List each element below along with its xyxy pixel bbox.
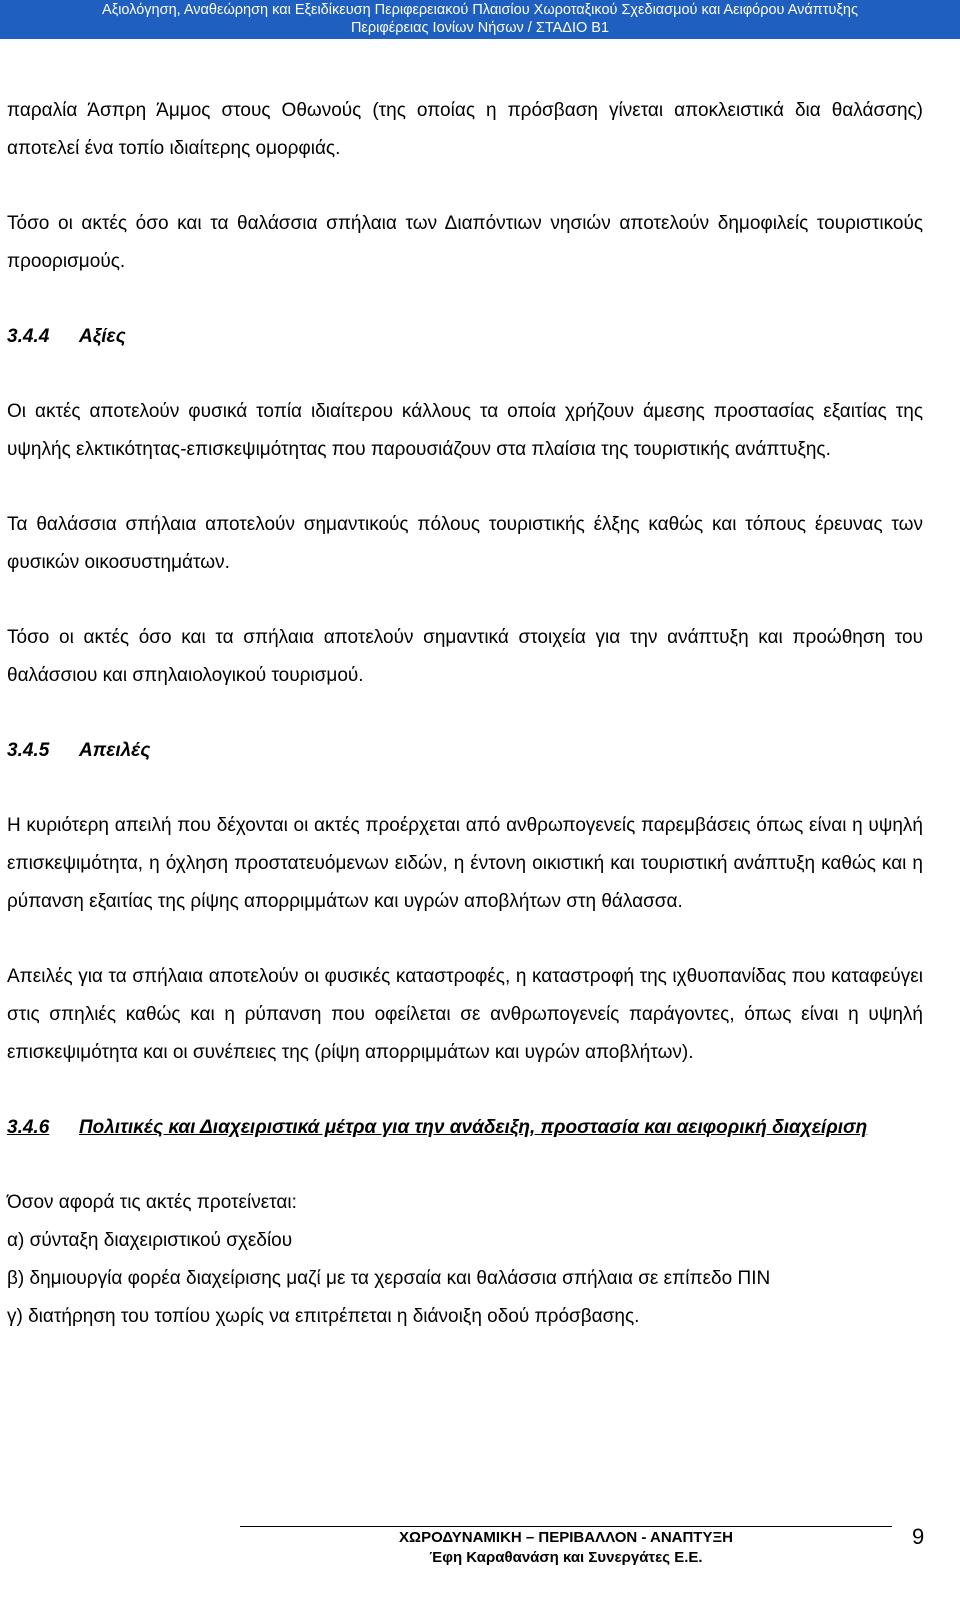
list-item: γ) διατήρηση του τοπίου χωρίς να επιτρέπεται η διάνοιξη οδού πρόσβασης. bbox=[7, 1306, 640, 1327]
footer-authors: Έφη Καραθανάση και Συνεργάτες Ε.Ε. bbox=[429, 1549, 703, 1566]
section-title: Πολιτικές και Διαχειριστικά μέτρα για την ανάδειξη, προστασία και αειφορική διαχείριση bbox=[79, 1117, 868, 1138]
paragraph-values-tourism: Τόσο οι ακτές όσο και τα σπήλαια αποτελούν σημαντικά στοιχεία για την ανάπτυξη και προώθηση του θαλάσσιου και σπηλαιολογικού τουρισμού. bbox=[7, 627, 923, 686]
paragraph-threats-caves: Απειλές για τα σπήλαια αποτελούν οι φυσικές καταστροφές, η καταστροφή της ιχθυοπανίδας που καταφεύγει στις σπηλιές καθώς και η ρύπανση που οφείλεται σε ανθρωπογενείς παράγοντες, όπως είναι η υψηλή επισκεψιμότητα και οι συνέπειες της (ρίψη απορριμμάτων και υγρών αποβλήτων). bbox=[7, 966, 923, 1063]
list-item: α) σύνταξη διαχειριστικού σχεδίου bbox=[7, 1230, 293, 1251]
section-number: 3.4.4 bbox=[7, 326, 50, 347]
paragraph-threats-coasts: Η κυριότερη απειλή που δέχονται οι ακτές προέρχεται από ανθρωπογενείς παρεμβάσεις όπως είναι η υψηλή επισκεψιμότητα, η όχληση προστατευόμενων ειδών, η έντονη οικιστική και τουριστική ανάπτυξη καθώς και η ρύπανση εξαιτίας της ρίψης απορριμμάτων και υγρών αποβλήτων στη θάλασσα. bbox=[7, 815, 923, 912]
header-title-line1: Αξιολόγηση, Αναθεώρηση και Εξειδίκευση Περιφερειακού Πλαισίου Χωροταξικού Σχεδιασμού και Αειφόρου Ανάπτυξης bbox=[102, 2, 858, 18]
document-body bbox=[7, 92, 923, 1336]
list-item: β) δημιουργία φορέα διαχείρισης μαζί με τα χερσαία και θαλάσσια σπήλαια σε επίπεδο ΠΙΝ bbox=[7, 1268, 771, 1289]
paragraph-destinations: Τόσο οι ακτές όσο και τα θαλάσσια σπήλαια των Διαπόντιων νησιών αποτελούν δημοφιλείς τουριστικούς προορισμούς. bbox=[7, 213, 923, 272]
page-number: 9 bbox=[912, 1524, 925, 1549]
paragraph-values-coasts: Οι ακτές αποτελούν φυσικά τοπία ιδιαίτερου κάλλους τα οποία χρήζουν άμεσης προστασίας εξαιτίας της υψηλής ελκτικότητας-επισκεψιμότητας που παρουσιάζουν στα πλαίσια της τουριστικής ανάπτυξης. bbox=[7, 401, 923, 460]
section-title: Αξίες bbox=[79, 326, 126, 347]
footer-company: ΧΩΡΟΔΥΝΑΜΙΚΗ – ΠΕΡΙΒΑΛΛΟΝ - ΑΝΑΠΤΥΞΗ bbox=[399, 1529, 733, 1546]
list-intro: Όσον αφορά τις ακτές προτείνεται: bbox=[7, 1192, 297, 1213]
footer-divider bbox=[240, 1526, 892, 1527]
section-number: 3.4.6 bbox=[7, 1117, 50, 1138]
section-title: Απειλές bbox=[79, 740, 151, 761]
section-heading-3-4-5 bbox=[7, 732, 923, 770]
section-heading-3-4-6 bbox=[7, 1109, 923, 1147]
section-number: 3.4.5 bbox=[7, 740, 50, 761]
header-title-line2: Περιφέρειας Ιονίων Νήσων / ΣΤΑΔΙΟ Β1 bbox=[350, 20, 610, 36]
paragraph-beach: παραλία Άσπρη Άμμος στους Οθωνούς (της οποίας η πρόσβαση γίνεται αποκλειστικά δια θαλάσσης) αποτελεί ένα τοπίο ιδιαίτερης ομορφιάς. bbox=[7, 100, 923, 159]
paragraph-values-caves: Τα θαλάσσια σπήλαια αποτελούν σημαντικούς πόλους τουριστικής έλξης καθώς και τόπους έρευνας των φυσικών οικοσυστημάτων. bbox=[7, 514, 923, 573]
section-heading-3-4-4 bbox=[7, 318, 923, 356]
running-header bbox=[0, 0, 960, 39]
